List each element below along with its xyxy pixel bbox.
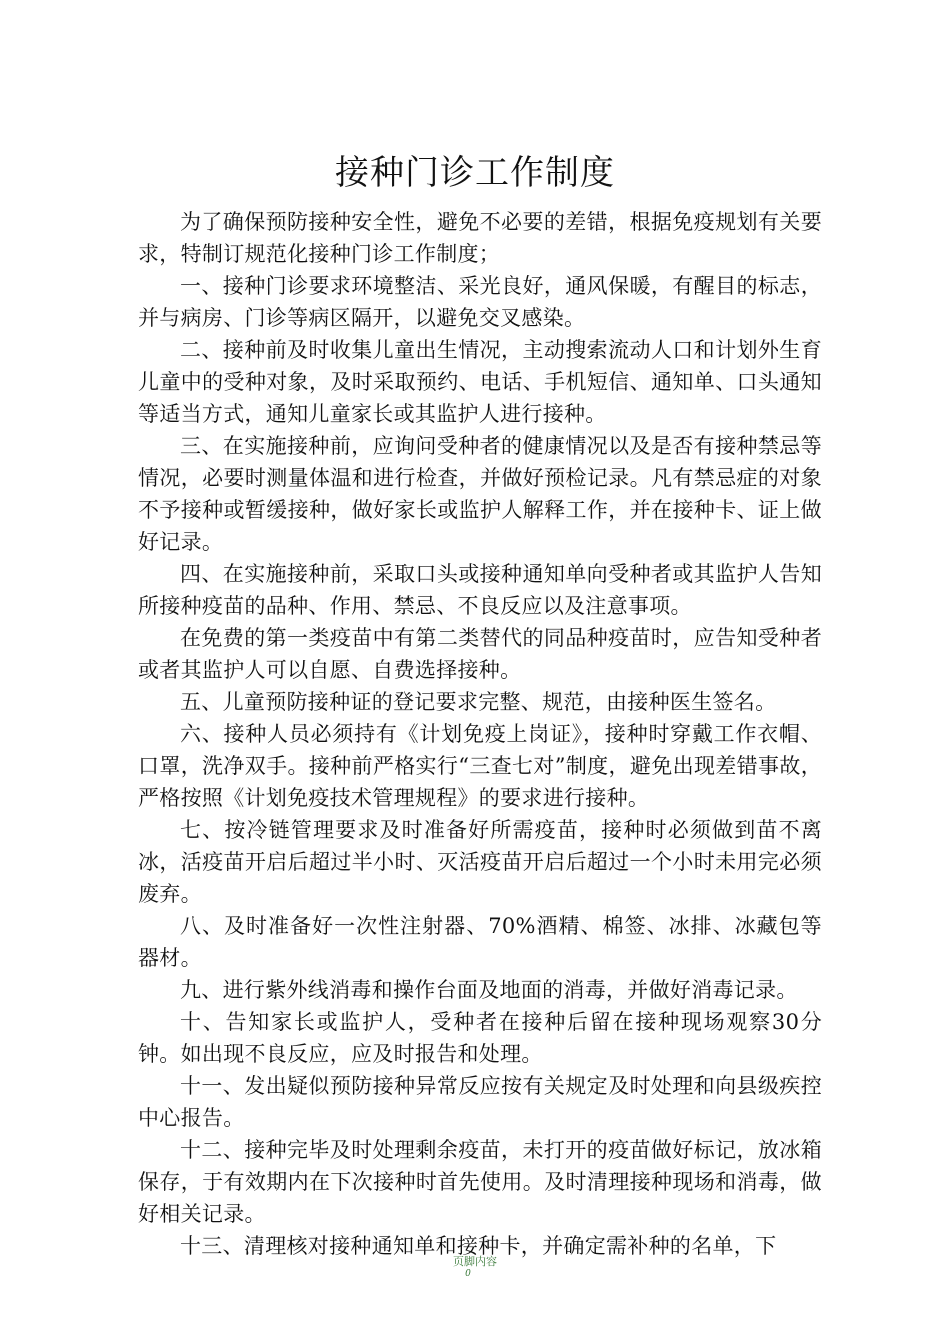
paragraph-8: 八、及时准备好一次性注射器、70%酒精、棉签、冰排、冰藏包等器材。 xyxy=(138,914,822,970)
paragraph-12: 十二、接种完毕及时处理剩余疫苗，未打开的疫苗做好标记，放冰箱保存，于有效期内在下次接种时首先使用。及时清理接种现场和消毒，做好相关记录。 xyxy=(138,1138,822,1226)
paragraph-4-supplement: 在免费的第一类疫苗中有第二类替代的同品种疫苗时，应告知受种者或者其监护人可以自愿、自费选择接种。 xyxy=(138,626,822,682)
paragraph-6: 六、接种人员必须持有《计划免疫上岗证》，接种时穿戴工作衣帽、口罩，洗净双手。接种前严格实行“三查七对”制度，避免出现差错事故，严格按照《计划免疫技术管理规程》的要求进行接种。 xyxy=(138,722,822,810)
paragraph-11: 十一、发出疑似预防接种异常反应按有关规定及时处理和向县级疾控中心报告。 xyxy=(138,1074,822,1130)
paragraph-13: 十三、清理核对接种通知单和接种卡，并确定需补种的名单，下 xyxy=(180,1234,777,1258)
page-footer xyxy=(0,1250,950,1279)
paragraph-1: 一、接种门诊要求环境整洁、采光良好，通风保暖，有醒目的标志，并与病房、门诊等病区隔开，以避免交叉感染。 xyxy=(138,274,822,330)
document-title: 接种门诊工作制度 xyxy=(335,153,615,193)
paragraph-10: 十、告知家长或监护人，受种者在接种后留在接种现场观察30分钟。如出现不良反应，应及时报告和处理。 xyxy=(138,1010,822,1066)
paragraph-3: 三、在实施接种前，应询问受种者的健康情况以及是否有接种禁忌等情况，必要时测量体温和进行检查，并做好预检记录。凡有禁忌症的对象不予接种或暂缓接种，做好家长或监护人解释工作，并在接种卡、证上做好记录。 xyxy=(138,434,822,554)
paragraph-5: 五、儿童预防接种证的登记要求完整、规范，由接种医生签名。 xyxy=(180,690,777,714)
footer-mark: 0 xyxy=(465,1269,471,1279)
paragraph-2: 二、接种前及时收集儿童出生情况，主动搜索流动人口和计划外生育儿童中的受种对象，及时采取预约、电话、手机短信、通知单、口头通知等适当方式，通知儿童家长或其监护人进行接种。 xyxy=(138,338,822,426)
paragraph-intro: 为了确保预防接种安全性，避免不必要的差错，根据免疫规划有关要求，特制订规范化接种门诊工作制度； xyxy=(138,210,822,266)
footer-text: 页脚内容 xyxy=(453,1255,497,1268)
paragraph-4: 四、在实施接种前，采取口头或接种通知单向受种者或其监护人告知所接种疫苗的品种、作用、禁忌、不良反应以及注意事项。 xyxy=(138,562,822,618)
document-body xyxy=(138,206,822,1262)
paragraph-7: 七、按冷链管理要求及时准备好所需疫苗，接种时必须做到苗不离冰，活疫苗开启后超过半小时、灭活疫苗开启后超过一个小时未用完必须废弃。 xyxy=(138,818,822,906)
paragraph-9: 九、进行紫外线消毒和操作台面及地面的消毒，并做好消毒记录。 xyxy=(180,978,798,1002)
